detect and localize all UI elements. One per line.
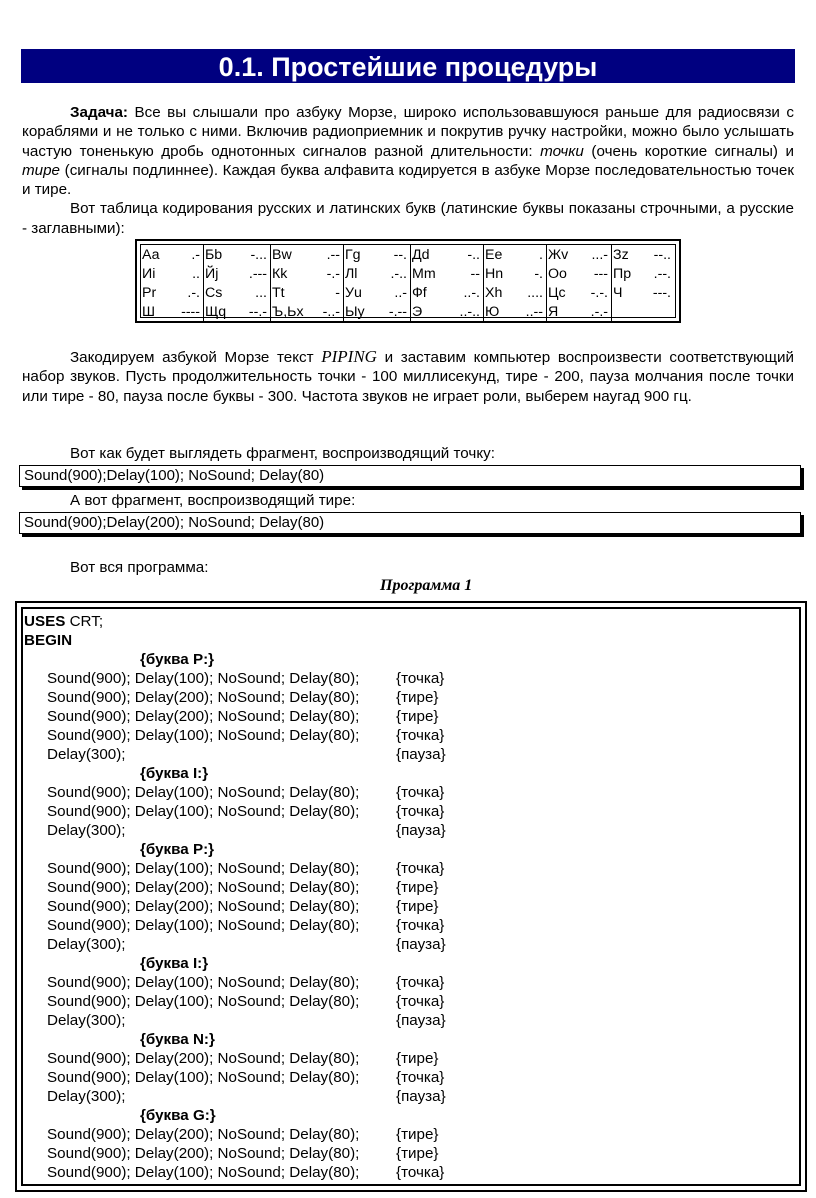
morse-cell: [484, 302, 547, 321]
morse-cell: [484, 245, 547, 264]
morse-code: ----: [181, 303, 200, 320]
morse-cell: [484, 264, 547, 283]
code-statement: Delay(300);: [47, 936, 126, 953]
morse-letter: Мm: [412, 265, 436, 282]
code-line: [24, 821, 446, 840]
morse-code: ..-: [394, 284, 407, 301]
morse-cell: [411, 264, 484, 283]
morse-code: .-.-: [590, 303, 608, 320]
morse-code: .: [539, 246, 543, 263]
code-comment: {точка}: [396, 974, 445, 991]
morse-code: -.--: [388, 303, 407, 320]
morse-cell: [612, 302, 675, 321]
code-comment: {точка}: [396, 670, 445, 687]
morse-code: ..-..: [459, 303, 480, 320]
code-comment: {пауза}: [396, 822, 446, 839]
code-line: [24, 973, 445, 992]
morse-letter: Вw: [272, 246, 292, 263]
morse-letter: Йj: [205, 265, 219, 282]
task-paragraph: [22, 103, 794, 238]
morse-letter: Гg: [345, 246, 361, 263]
morse-code: ---: [593, 265, 608, 282]
letter-header: {буква P:}: [140, 651, 215, 668]
code-comment: {тире}: [396, 1126, 439, 1143]
code-statement: Delay(300);: [47, 1088, 126, 1105]
morse-cell: [547, 302, 612, 321]
code-comment: {пауза}: [396, 1088, 446, 1105]
morse-cell: [141, 302, 204, 321]
code-line: [24, 707, 439, 726]
code-statement: Sound(900); Delay(200); NoSound; Delay(80);: [47, 1126, 360, 1143]
morse-code: -.-.: [590, 284, 608, 301]
code-statement: Delay(300);: [47, 746, 126, 763]
morse-table-frame: [135, 239, 681, 323]
begin-keyword: BEGIN: [24, 632, 73, 649]
code-statement: Sound(900); Delay(200); NoSound; Delay(80);: [47, 879, 360, 896]
morse-code: ...: [255, 284, 267, 301]
morse-letter: Нn: [485, 265, 504, 282]
code-line: [24, 859, 445, 878]
morse-code: .--: [326, 246, 340, 263]
code-line: [24, 1087, 446, 1106]
letter-header-line: [24, 840, 215, 859]
uses-rest: CRT;: [65, 613, 104, 630]
code-comment: {точка}: [396, 860, 445, 877]
morse-code: -..-: [322, 303, 340, 320]
dot-intro-text: Вот как будет выглядеть фрагмент, воспроизводящий точку:: [70, 445, 495, 462]
morse-code: -: [335, 284, 340, 301]
morse-cell: [271, 245, 344, 264]
table-intro: Вот таблица кодирования русских и латинских букв (латинские буквы показаны строчными, а русские - заглавными):: [22, 200, 794, 237]
morse-code: ---.: [652, 284, 671, 301]
code-comment: {точка}: [396, 784, 445, 801]
code-line: [24, 1144, 439, 1163]
letter-header-line: [24, 1030, 215, 1049]
code-line: [24, 669, 445, 688]
morse-cell: [484, 283, 547, 302]
code-comment: {точка}: [396, 727, 445, 744]
morse-code: ..--: [525, 303, 543, 320]
morse-letter: Э: [412, 303, 423, 320]
morse-letter: Ш: [142, 303, 156, 320]
morse-letter: Жv: [548, 246, 569, 263]
morse-cell: [411, 245, 484, 264]
morse-code: -.-: [326, 265, 340, 282]
letter-header: {буква I:}: [140, 955, 209, 972]
morse-cell: [141, 283, 204, 302]
code-line: [24, 802, 445, 821]
letter-header-line: [24, 650, 215, 669]
morse-cell: [344, 283, 411, 302]
begin-line: [24, 631, 103, 650]
morse-cell: [141, 264, 204, 283]
code-comment: {точка}: [396, 993, 445, 1010]
letter-header-line: [24, 764, 209, 783]
code-comment: {тире}: [396, 1050, 439, 1067]
code-comment: {тире}: [396, 708, 439, 725]
code-statement: Sound(900); Delay(100); NoSound; Delay(80);: [47, 974, 360, 991]
morse-cell: [612, 264, 675, 283]
dash-code-box: Sound(900);Delay(200); NoSound; Delay(80): [19, 512, 801, 534]
code-line: [24, 1068, 445, 1087]
morse-letter: Я: [548, 303, 559, 320]
code-comment: {пауза}: [396, 746, 446, 763]
code-line: [24, 1049, 439, 1068]
morse-code: ..: [192, 265, 200, 282]
morse-code: --.: [393, 246, 407, 263]
dot-code-box: Sound(900);Delay(100); NoSound; Delay(80): [19, 465, 801, 487]
morse-code: .-.: [187, 284, 200, 301]
morse-cell: [271, 302, 344, 321]
morse-letter: Тt: [272, 284, 285, 301]
dashes-word: тире: [22, 161, 60, 179]
task-label: Задача:: [70, 104, 128, 121]
morse-code: ..-.: [463, 284, 480, 301]
morse-row: [141, 302, 674, 321]
code-statement: Sound(900); Delay(100); NoSound; Delay(80);: [47, 860, 360, 877]
code-line: [24, 1125, 439, 1144]
code-comment: {тире}: [396, 898, 439, 915]
code-line: [24, 916, 445, 935]
code-comment: {точка}: [396, 1069, 445, 1086]
program-intro-text: Вот вся программа:: [70, 559, 209, 576]
dot-intro: [22, 444, 794, 463]
code-statement: Sound(900); Delay(200); NoSound; Delay(80);: [47, 898, 360, 915]
code-statement: Sound(900); Delay(100); NoSound; Delay(80);: [47, 727, 360, 744]
morse-letter: Сs: [205, 284, 223, 301]
morse-letter: Аа: [142, 246, 160, 263]
page-title: 0.1. Простейшие процедуры: [21, 49, 795, 83]
code-statement: Sound(900); Delay(100); NoSound; Delay(80);: [47, 670, 360, 687]
morse-row: [141, 264, 674, 283]
morse-code: .-: [191, 246, 200, 263]
morse-code: -..: [467, 246, 480, 263]
code-statement: Sound(900); Delay(100); NoSound; Delay(80);: [47, 1164, 360, 1181]
morse-cell: [547, 283, 612, 302]
morse-cell: [204, 264, 271, 283]
morse-letter: Фf: [412, 284, 427, 301]
code-statement: Sound(900); Delay(200); NoSound; Delay(80);: [47, 689, 360, 706]
morse-cell: [204, 302, 271, 321]
morse-cell: [344, 245, 411, 264]
morse-cell: [141, 245, 204, 264]
encode-text-1: Закодируем азбукой Морзе текст: [70, 349, 322, 366]
code-comment: {тире}: [396, 879, 439, 896]
morse-table: [141, 245, 674, 321]
code-comment: {точка}: [396, 1164, 445, 1181]
letter-header: {буква P:}: [140, 841, 215, 858]
code-comment: {пауза}: [396, 936, 446, 953]
morse-cell: [344, 264, 411, 283]
code-line: [24, 935, 446, 954]
code-line: [24, 783, 445, 802]
morse-code: -.: [534, 265, 543, 282]
morse-letter: Ыy: [345, 303, 365, 320]
morse-letter: Иi: [142, 265, 156, 282]
code-line: [24, 1011, 446, 1030]
code-comment: {пауза}: [396, 1012, 446, 1029]
morse-cell: [411, 283, 484, 302]
morse-cell: [204, 245, 271, 264]
uses-line: [24, 612, 103, 631]
morse-row: [141, 245, 674, 264]
code-statement: Sound(900); Delay(100); NoSound; Delay(80);: [47, 784, 360, 801]
morse-cell: [612, 283, 675, 302]
morse-code: --.-: [248, 303, 267, 320]
morse-cell: [344, 302, 411, 321]
dots-word: точки: [540, 142, 584, 160]
morse-letter: Лl: [345, 265, 358, 282]
code-comment: {точка}: [396, 803, 445, 820]
code-statement: Delay(300);: [47, 822, 126, 839]
code-statement: Delay(300);: [47, 1012, 126, 1029]
morse-letter: Ъ,Ьх: [272, 303, 304, 320]
morse-letter: Кk: [272, 265, 288, 282]
code-statement: Sound(900); Delay(100); NoSound; Delay(80);: [47, 993, 360, 1010]
program-caption: Программа 1: [380, 577, 473, 594]
code-line: [24, 688, 439, 707]
dash-intro-text: А вот фрагмент, воспроизводящий тире:: [70, 492, 356, 509]
letter-header-line: [24, 954, 209, 973]
morse-letter: Цc: [548, 284, 566, 301]
letter-header: {буква N:}: [140, 1031, 215, 1048]
morse-letter: Дd: [412, 246, 430, 263]
morse-code: .---: [248, 265, 267, 282]
encode-word: PIPING: [321, 347, 377, 366]
code-statement: Sound(900); Delay(100); NoSound; Delay(80);: [47, 1069, 360, 1086]
morse-letter: Рr: [142, 284, 157, 301]
code-line: [24, 878, 439, 897]
task-text-1: Все вы слышали про азбуку Морзе, широко использовавшуюся раньше для радиосвязи с кораблями и не только с ними. Включив радиоприемник и покрутив ручку настройки, можно было услышать частую тоненькую дробь однотонных сигналов разной длительности:: [22, 104, 794, 160]
morse-row: [141, 283, 674, 302]
encode-text-2: и заставим компьютер воспроизвести соответствующий набор звуков. Пусть продолжительность точки - 100 миллисекунд, тире - 200, пауза молчания после точки или тире - 80, пауза после буквы - 300. Частота звуков не играет роли, выберем наугад 900 гц.: [22, 349, 794, 405]
code-line: [24, 1163, 445, 1182]
code-comment: {точка}: [396, 917, 445, 934]
morse-cell: [612, 245, 675, 264]
morse-code: --: [470, 265, 480, 282]
encode-paragraph: [22, 347, 794, 406]
program-intro: [22, 558, 794, 577]
letter-header: {буква I:}: [140, 765, 209, 782]
morse-letter: Ю: [485, 303, 500, 320]
code-comment: {тире}: [396, 1145, 439, 1162]
letter-header: {буква G:}: [140, 1107, 216, 1124]
morse-letter: Ч: [613, 284, 623, 301]
morse-letter: Уu: [345, 284, 362, 301]
morse-letter: Ее: [485, 246, 503, 263]
code-statement: Sound(900); Delay(100); NoSound; Delay(80);: [47, 917, 360, 934]
morse-letter: Хh: [485, 284, 503, 301]
morse-cell: [547, 264, 612, 283]
code-statement: Sound(900); Delay(100); NoSound; Delay(80);: [47, 803, 360, 820]
task-text-2: (очень короткие сигналы) и: [583, 142, 794, 160]
morse-cell: [271, 283, 344, 302]
letter-header-line: [24, 1106, 216, 1125]
morse-code: ....: [527, 284, 543, 301]
morse-letter: Зz: [613, 246, 629, 263]
morse-cell: [204, 283, 271, 302]
morse-code: .--.: [653, 265, 671, 282]
code-line: [24, 992, 445, 1011]
program-listing: [24, 612, 446, 1182]
morse-code: -...: [250, 246, 267, 263]
morse-letter: Оо: [548, 265, 567, 282]
morse-code: ...-: [591, 246, 608, 263]
morse-table-inner: [140, 244, 676, 318]
code-comment: {тире}: [396, 689, 439, 706]
morse-cell: [411, 302, 484, 321]
code-statement: Sound(900); Delay(200); NoSound; Delay(80);: [47, 708, 360, 725]
code-line: [24, 745, 446, 764]
code-line: [24, 726, 445, 745]
morse-cell: [547, 245, 612, 264]
code-statement: Sound(900); Delay(200); NoSound; Delay(80);: [47, 1050, 360, 1067]
morse-code: .-..: [390, 265, 407, 282]
uses-keyword: USES: [24, 613, 66, 630]
morse-code: --..: [653, 246, 671, 263]
code-line: [24, 897, 439, 916]
morse-letter: Щq: [205, 303, 227, 320]
morse-letter: Бb: [205, 246, 223, 263]
morse-letter: Пp: [613, 265, 632, 282]
morse-cell: [271, 264, 344, 283]
code-statement: Sound(900); Delay(200); NoSound; Delay(80);: [47, 1145, 360, 1162]
task-text-3: (сигналы подлиннее). Каждая буква алфавита кодируется в азбуке Морзе последовательностью точек и тире.: [22, 161, 794, 199]
dash-intro: [22, 491, 794, 510]
